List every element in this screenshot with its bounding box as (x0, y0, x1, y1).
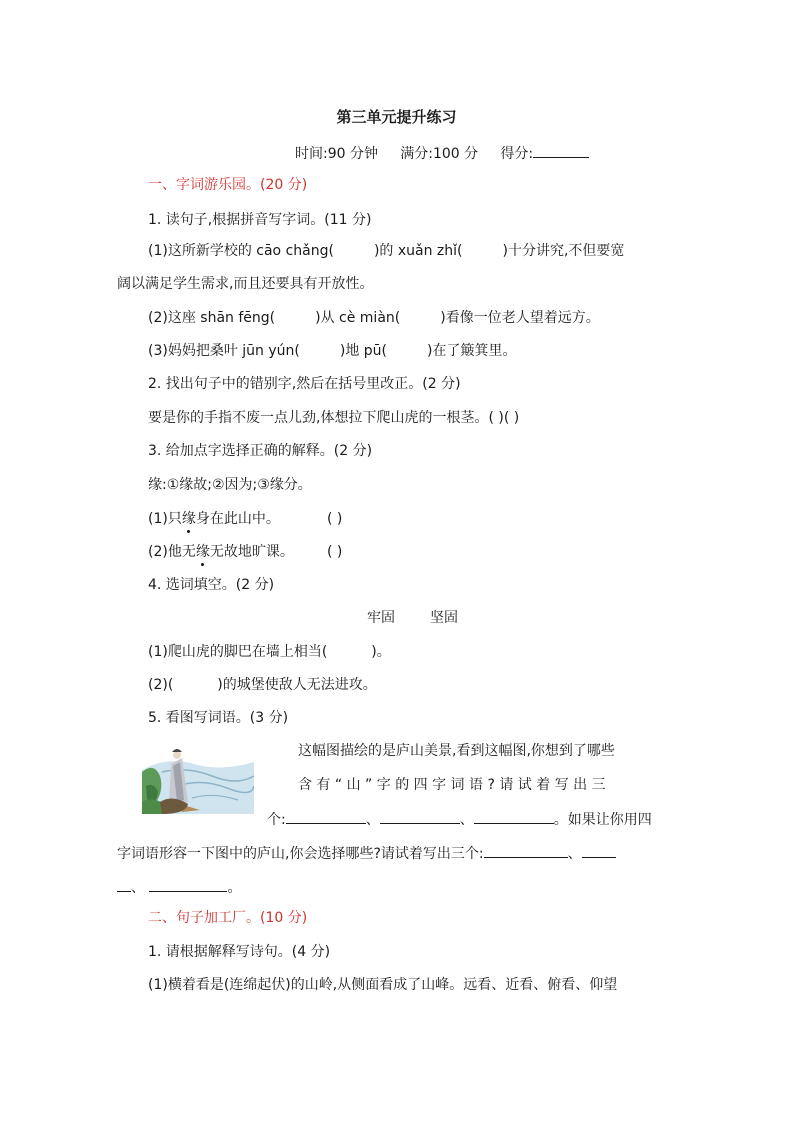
q1-text-a: (1)这所新学校的 cāo chǎng( (148, 243, 334, 259)
answer-blank[interactable] (380, 808, 460, 824)
q4-word-2: 坚固 (430, 610, 458, 626)
q2-stem: 2. 找出句子中的错别字,然后在括号里改正。(2 分) (148, 376, 461, 392)
q5-text: 字词语形容一下图中的庐山,你会选择哪些?请试着写出三个: (117, 846, 484, 862)
dotted-char: 缘 (181, 511, 196, 527)
q5-stem: 5. 看图写词语。(3 分) (148, 710, 289, 726)
q1-text-b: )地 pū( (339, 343, 388, 359)
dotted-char: 缘 (195, 544, 210, 560)
answer-blank[interactable] (149, 876, 227, 892)
answer-blank[interactable] (286, 808, 366, 824)
q1-line-4 (148, 341, 516, 361)
q4-text: (1)爬山虎的脚巴在墙上相当( (148, 644, 328, 660)
q4-text: )。 (371, 644, 391, 660)
q3-text: (1)只 (148, 511, 182, 527)
answer-blank[interactable] (484, 842, 568, 858)
q5-line-3 (267, 808, 652, 830)
section-2-heading: 二、句子加工厂。(10 分) (148, 910, 308, 926)
q3-text: 无故地旷课。 (209, 544, 294, 560)
q3-options: 缘:①缘故;②因为;③缘分。 (148, 477, 312, 493)
q5-separator: 、 (365, 812, 380, 828)
q5-separator: 、 (131, 880, 145, 896)
q3-answer-1[interactable]: ( ) (327, 511, 343, 527)
lushan-landscape-picture (142, 742, 254, 814)
score-blank[interactable] (533, 142, 589, 158)
q3-text: 身在此山中。 (195, 511, 280, 527)
q1-text-b: )的 xuǎn zhǐ( (373, 243, 463, 259)
q1-text-c: )看像一位老人望着远方。 (440, 310, 600, 326)
answer-blank[interactable] (117, 876, 131, 892)
q5-line-4 (117, 842, 616, 864)
q1-text-a: (2)这座 shān fēng( (148, 310, 276, 326)
full-score-label: 满分:100 分 (400, 146, 479, 162)
q4-text: (2)( (148, 677, 174, 693)
exam-meta (295, 142, 589, 164)
q5-text: 。 (227, 880, 242, 896)
q3-stem: 3. 给加点字选择正确的解释。(2 分) (148, 443, 373, 459)
q5-line-1: 这幅图描绘的是庐山美景,看到这幅图,你想到了哪些 (298, 743, 615, 759)
answer-blank[interactable] (474, 808, 554, 824)
q3-item-1 (148, 509, 280, 529)
q5-separator: 、 (567, 846, 582, 862)
q3-answer-2[interactable]: ( ) (327, 544, 343, 560)
q1-text-c: )在了簸箕里。 (427, 343, 517, 359)
time-label: 时间:90 分钟 (295, 146, 378, 162)
q1-line-3 (148, 308, 600, 328)
q5-line-2: 含 有 “ 山 ” 字 的 四 字 词 语 ? 请 试 着 写 出 三 (298, 777, 606, 793)
q4-stem: 4. 选词填空。(2 分) (148, 577, 275, 593)
q4-item-2 (148, 675, 377, 695)
q1-line-2: 阔以满足学生需求,而且还要具有开放性。 (117, 276, 374, 292)
page-title: 第三单元提升练习 (336, 108, 457, 126)
q6-line-1: (1)横着看是(连绵起伏)的山岭,从侧面看成了山峰。远看、近看、俯看、仰望 (148, 977, 618, 993)
q2-sentence: 要是你的手指不废一点儿劲,体想拉下爬山虎的一根茎。( )( ) (148, 410, 520, 426)
q1-text-a: (3)妈妈把桑叶 jūn yún( (148, 343, 300, 359)
answer-blank[interactable] (582, 842, 616, 858)
q3-text: (2)他无 (148, 544, 196, 560)
section-1-heading: 一、字词游乐园。(20 分) (148, 177, 308, 193)
q4-word-1: 牢固 (367, 610, 395, 626)
q4-text: )的城堡使敌人无法进攻。 (217, 677, 377, 693)
q6-stem: 1. 请根据解释写诗句。(4 分) (148, 944, 331, 960)
q3-item-2 (148, 542, 294, 562)
q5-line-5 (117, 876, 241, 898)
q1-stem: 1. 读句子,根据拼音写字词。(11 分) (148, 212, 372, 228)
q5-text: 个: (267, 812, 286, 828)
score-label: 得分: (500, 146, 534, 162)
q5-text: 。如果让你用四 (553, 812, 652, 828)
q1-line-1 (148, 241, 624, 261)
q4-item-1 (148, 642, 391, 662)
q1-text-c: )十分讲究,不但要宽 (502, 243, 625, 259)
q1-text-b: )从 cè miàn( (315, 310, 401, 326)
q5-separator: 、 (459, 812, 474, 828)
